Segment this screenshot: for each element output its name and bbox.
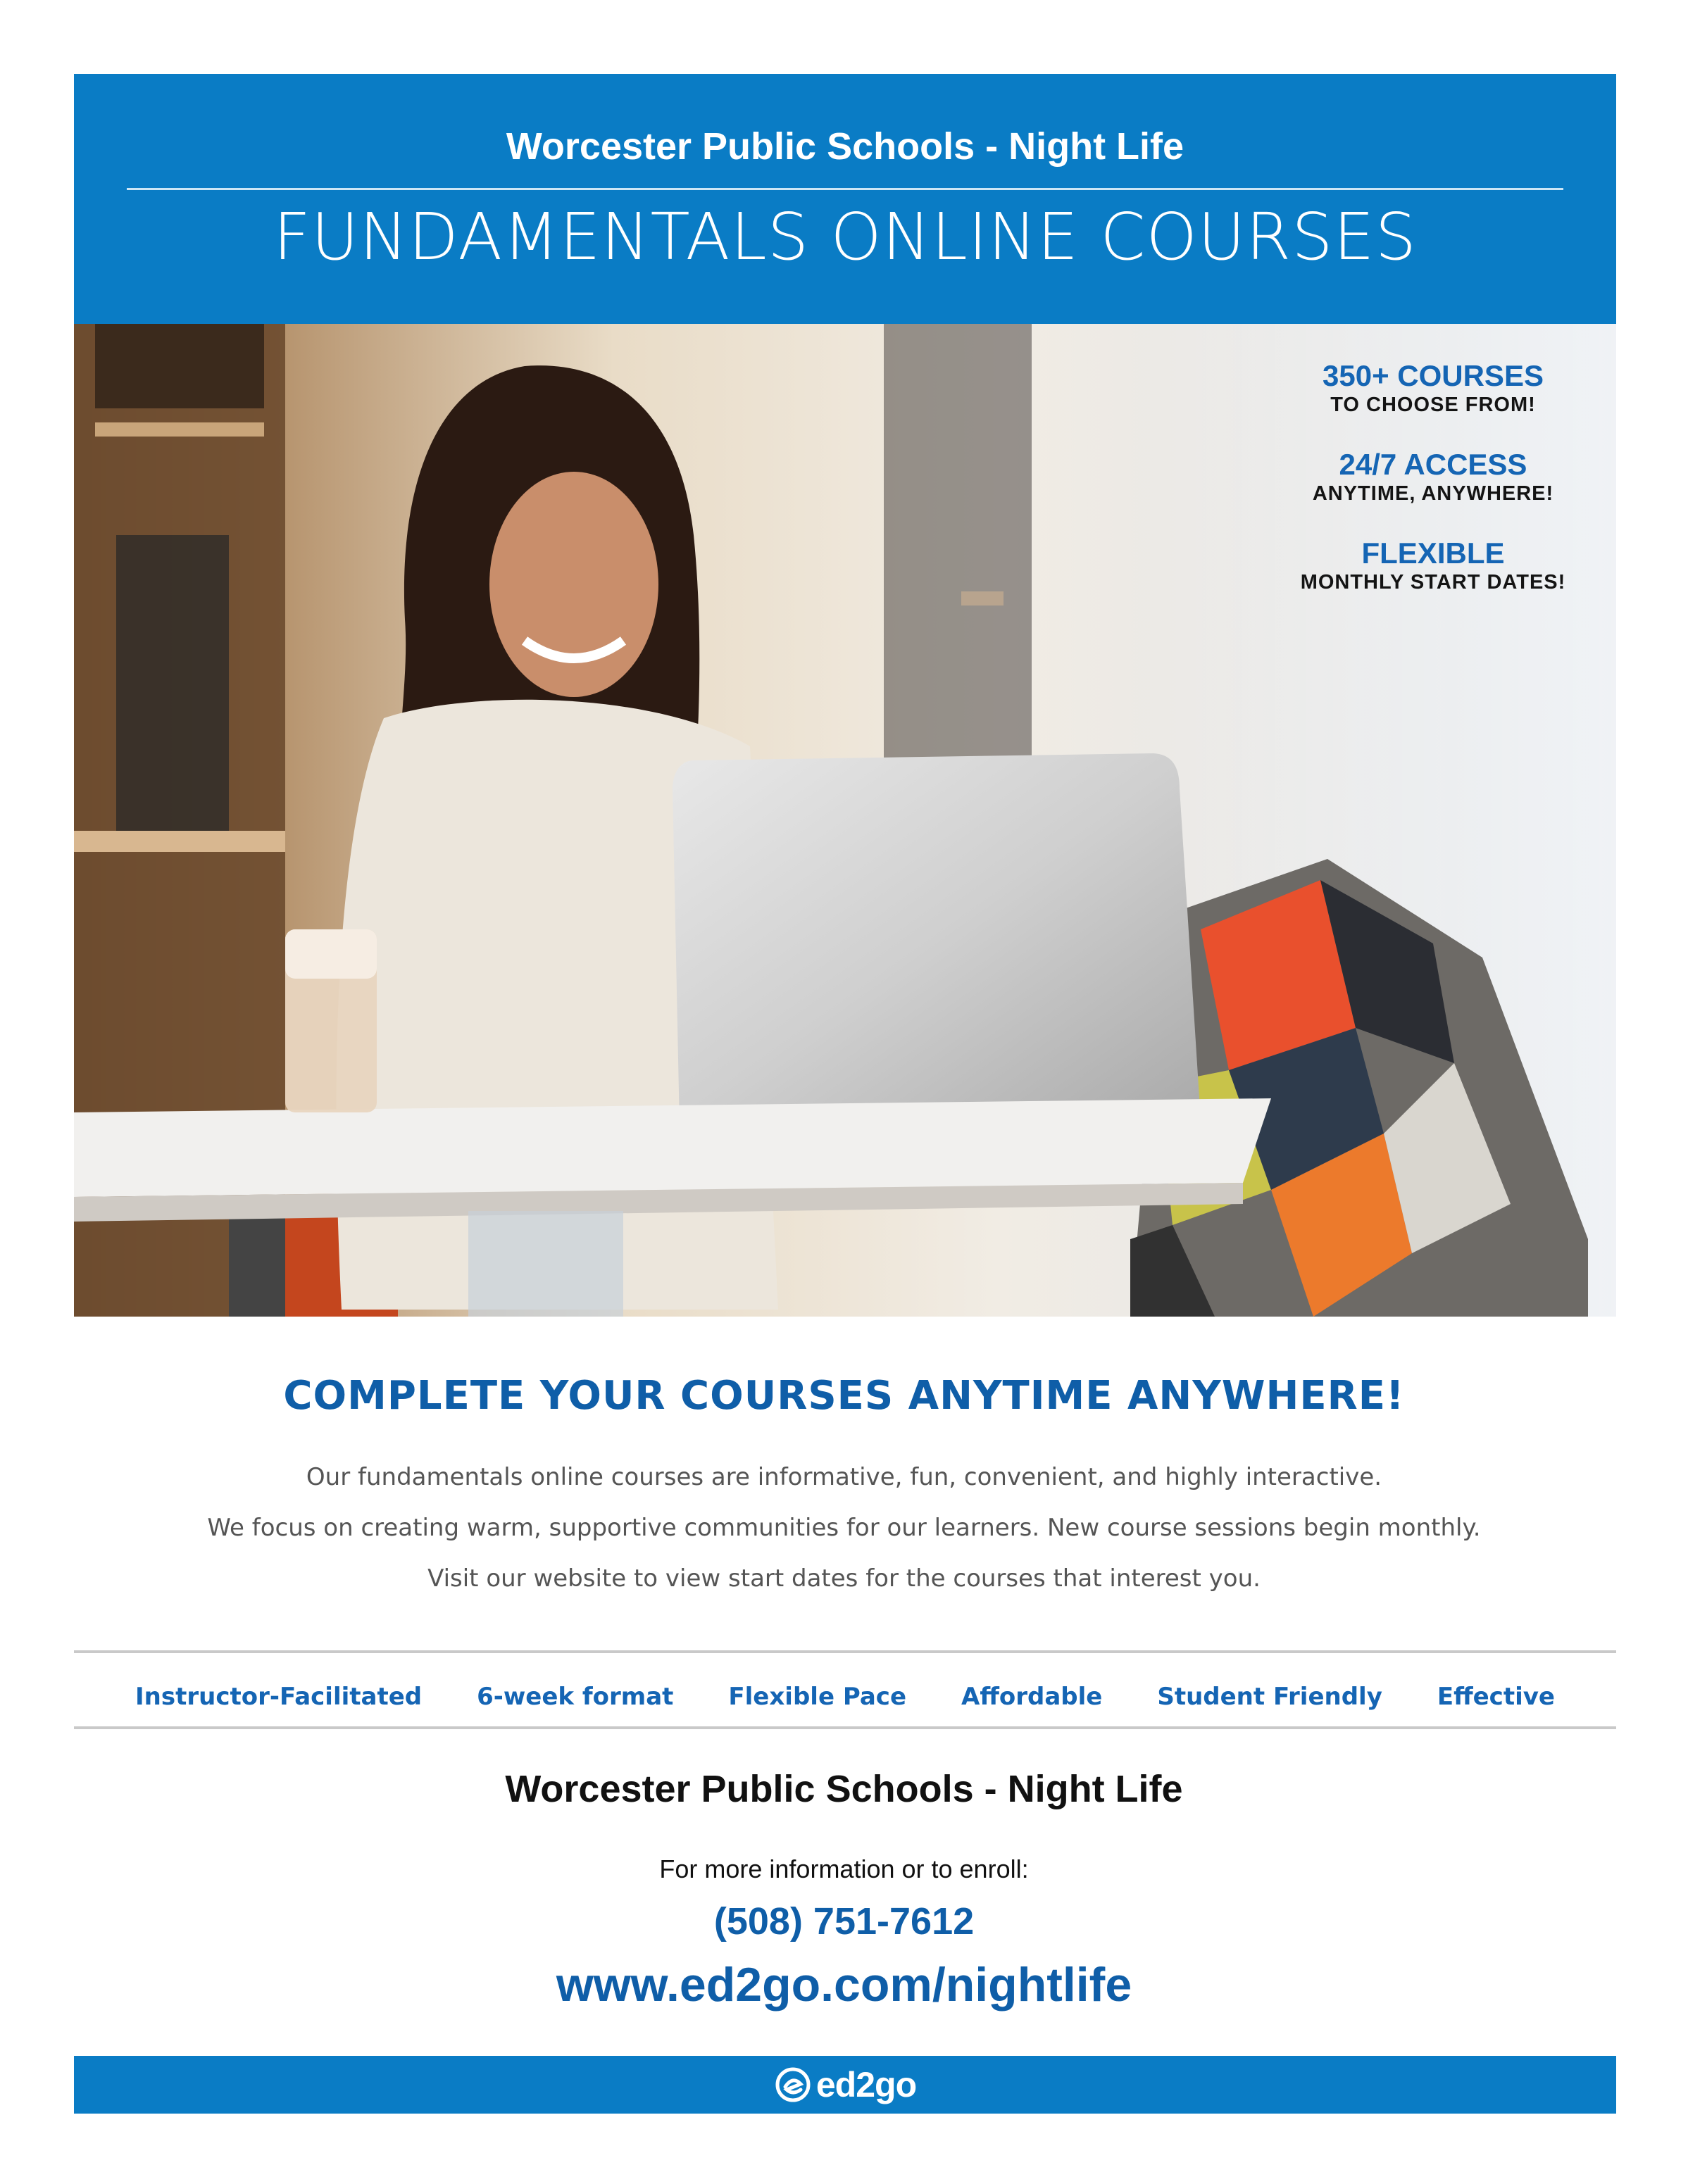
header-subtitle: Worcester Public Schools - Night Life: [506, 125, 1184, 168]
feature-subtitle: TO CHOOSE FROM!: [1330, 394, 1536, 416]
benefit-item: Student Friendly: [1157, 1683, 1382, 1711]
benefit-item: Effective: [1437, 1683, 1555, 1711]
footer-bar: [74, 2056, 1616, 2114]
description-line: Our fundamentals online courses are informative, fun, convenient, and highly interactive.: [306, 1463, 1382, 1491]
benefit-item: Instructor-Facilitated: [135, 1683, 423, 1711]
feature-title: FLEXIBLE: [1361, 536, 1505, 570]
feature-title: 350+ COURSES: [1323, 359, 1544, 392]
feature-subtitle: ANYTIME, ANYWHERE!: [1312, 482, 1554, 505]
benefit-item: 6-week format: [477, 1683, 674, 1711]
feature-access: [1285, 448, 1581, 506]
benefits-bottom-divider: [74, 1726, 1616, 1729]
ed2go-logo: [774, 2064, 916, 2105]
header-banner: [74, 74, 1616, 324]
feature-subtitle: MONTHLY START DATES!: [1300, 571, 1566, 594]
header-divider: [127, 188, 1563, 190]
hero-photo: [74, 324, 1616, 1317]
feature-title: 24/7 ACCESS: [1339, 448, 1527, 481]
website-link[interactable]: www.ed2go.com/nightlife: [556, 1958, 1132, 2012]
feature-flexible: [1285, 536, 1581, 594]
benefit-item: Flexible Pace: [728, 1683, 906, 1711]
description-line: We focus on creating warm, supportive communities for our learners. New course sessions begin monthly.: [207, 1514, 1481, 1542]
ed2go-logo-icon: [774, 2066, 812, 2104]
school-name: Worcester Public Schools - Night Life: [505, 1768, 1183, 1810]
benefit-item: Affordable: [961, 1683, 1103, 1711]
enroll-info: For more information or to enroll:: [659, 1854, 1029, 1883]
description: [0, 1452, 1688, 1604]
feature-list: [1285, 359, 1581, 625]
feature-courses: [1285, 359, 1581, 417]
description-line: Visit our website to view start dates for the courses that interest you.: [427, 1564, 1261, 1593]
phone-number[interactable]: (508) 751-7612: [713, 1900, 975, 1943]
benefits-top-divider: [74, 1650, 1616, 1653]
main-headline: COMPLETE YOUR COURSES ANYTIME ANYWHERE!: [283, 1373, 1405, 1419]
ed2go-logo-text: ed2go: [815, 2065, 917, 2104]
header-title: FUNDAMENTALS ONLINE COURSES: [273, 199, 1418, 275]
